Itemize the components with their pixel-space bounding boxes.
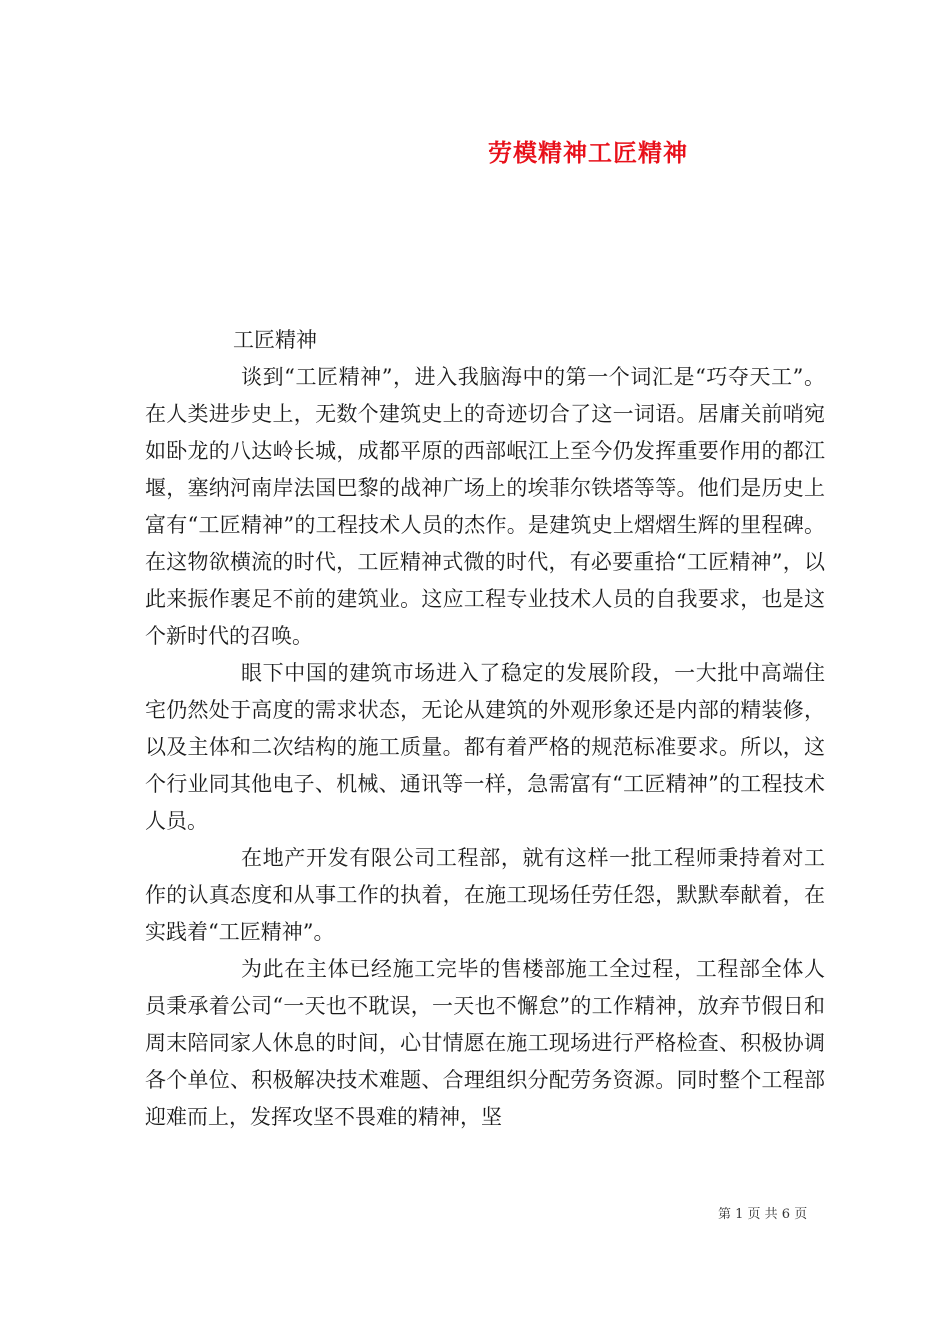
paragraph: 为此在主体已经施工完毕的售楼部施工全过程，工程部全体人员秉承着公司“一天也不耽误，一天也不懈怠”的工作精神，放弃节假日和周末陪同家人休息的时间，心甘情愿在施工现场进行严格检查、积极协调各个单位、积极解决技术难题、合理组织分配劳务资源。同时整个工程部迎难而上，发挥攻坚不畏难的精神，坚 xyxy=(145,957,825,1129)
document-title: 劳模精神工匠精神 xyxy=(488,139,688,167)
paragraph: 谈到“工匠精神”，进入我脑海中的第一个词汇是“巧夺天工”。在人类进步史上，无数个建筑史上的奇迹切合了这一词语。居庸关前哨宛如卧龙的八达岭长城，成都平原的西部岷江上至今仍发挥重要作用的都江堰，塞纳河南岸法国巴黎的战神广场上的埃菲尔铁塔等等。他们是历史上富有“工匠精神”的工程技术人员的杰作。是建筑史上熠熠生辉的里程碑。在这物欲横流的时代，工匠精神式微的时代，有必要重拾“工匠精神”，以此来振作裹足不前的建筑业。这应工程专业技术人员的自我要求，也是这个新时代的召唤。 xyxy=(145,365,825,648)
paragraph: 眼下中国的建筑市场进入了稳定的发展阶段，一大批中高端住宅仍然处于高度的需求状态，无论从建筑的外观形象还是内部的精装修，以及主体和二次结构的施工质量。都有着严格的规范标准要求。所以，这个行业同其他电子、机械、通讯等一样，急需富有“工匠精神”的工程技术人员。 xyxy=(145,661,825,833)
page-number-footer: 第 1 页 共 6 页 xyxy=(718,1207,808,1222)
paragraph: 在地产开发有限公司工程部，就有这样一批工程师秉持着对工作的认真态度和从事工作的执着，在施工现场任劳任怨，默默奉献着，在实践着“工匠精神”。 xyxy=(145,846,825,944)
section-heading: 工匠精神 xyxy=(233,328,317,352)
document-body xyxy=(145,322,825,1136)
